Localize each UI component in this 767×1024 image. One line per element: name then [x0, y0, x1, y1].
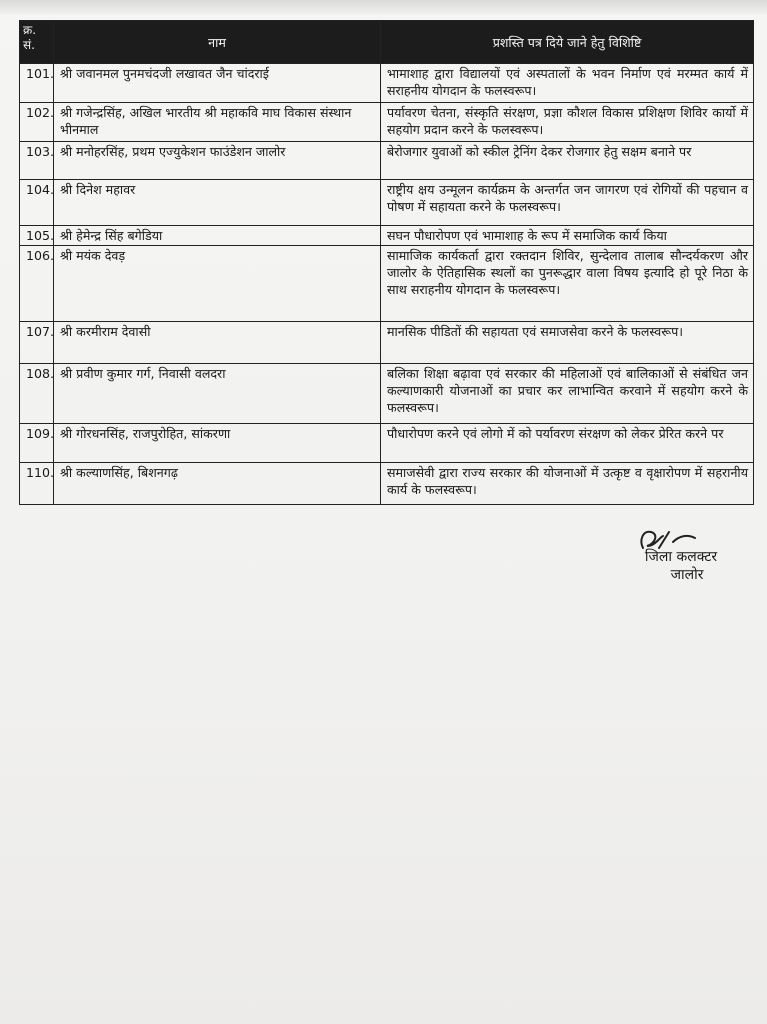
signature-block	[604, 526, 744, 584]
row-reason: बेरोजगार युवाओं को स्कील ट्रेनिंग देकर रोजगार हेतु सक्षम बनाने पर	[381, 142, 754, 180]
table-row	[20, 463, 754, 505]
signatory-place: जालोर	[670, 567, 704, 583]
column-header-name: नाम	[54, 21, 381, 64]
table-row	[20, 322, 754, 364]
row-name: श्री गोरधनसिंह, राजपुरोहित, सांकरणा	[54, 424, 381, 463]
row-name: श्री हेमेन्द्र सिंह बगेडिया	[54, 226, 381, 246]
awards-table	[19, 20, 754, 505]
table-row	[20, 226, 754, 246]
row-serial: 102.	[20, 103, 54, 142]
row-reason: समाजसेवी द्वारा राज्य सरकार की योजनाओं में उत्कृष्ट व वृक्षारोपण में सहरानीय कार्य के फलस्वरूप।	[381, 463, 754, 505]
table-row	[20, 246, 754, 322]
row-name: श्री गजेन्द्रसिंह, अखिल भारतीय श्री महाकवि माघ विकास संस्थान भीनमाल	[54, 103, 381, 142]
page-edge-shadow	[0, 0, 767, 14]
table-row	[20, 180, 754, 226]
table-header-row	[20, 21, 754, 64]
row-name: श्री जवानमल पुनमचंदजी लखावत जैन चांदराई	[54, 64, 381, 103]
column-header-reason: प्रशस्ति पत्र दिये जाने हेतु विशिष्टि	[381, 21, 754, 64]
table-row	[20, 142, 754, 180]
row-name: श्री मनोहरसिंह, प्रथम एज्युकेशन फाउंडेशन जालोर	[54, 142, 381, 180]
row-serial: 110.	[20, 463, 54, 505]
row-serial: 101.	[20, 64, 54, 103]
row-reason: भामाशाह द्वारा विद्यालयों एवं अस्पतालों के भवन निर्माण एवं मरम्मत कार्य में सराहनीय योगदान के फलस्वरूप।	[381, 64, 754, 103]
row-reason: बलिका शिक्षा बढ़ावा एवं सरकार की महिलाओं एवं बालिकाओं से संबंधित जन कल्याणकारी योजनाओं का प्रचार कर लाभान्वित करवाने में सहयोग करने के फलस्वरूप।	[381, 364, 754, 424]
row-reason: राष्ट्रीय क्षय उन्मूलन कार्यक्रम के अन्तर्गत जन जागरण एवं रोगियों की पहचान व पोषण में सहायता करने के फलस्वरूप।	[381, 180, 754, 226]
row-serial: 104.	[20, 180, 54, 226]
row-name: श्री मयंक देवड़	[54, 246, 381, 322]
row-reason: मानसिक पीडितों की सहायता एवं समाजसेवा करने के फलस्वरूप।	[381, 322, 754, 364]
table-row	[20, 364, 754, 424]
row-name: श्री करमीराम देवासी	[54, 322, 381, 364]
row-reason: पर्यावरण चेतना, संस्कृति संरक्षण, प्रज्ञा कौशल विकास प्रशिक्षण शिविर कार्यो में सहयोग प्रदान करने के फलस्वरूप।	[381, 103, 754, 142]
column-header-serial: क्र. सं.	[20, 21, 54, 64]
signatory-title: जिला कलक्टर	[644, 549, 718, 565]
row-name: श्री दिनेश महावर	[54, 180, 381, 226]
row-serial: 109.	[20, 424, 54, 463]
row-name: श्री कल्याणसिंह, बिशनगढ़	[54, 463, 381, 505]
row-serial: 106.	[20, 246, 54, 322]
row-serial: 108.	[20, 364, 54, 424]
row-serial: 105.	[20, 226, 54, 246]
row-serial: 103.	[20, 142, 54, 180]
row-name: श्री प्रवीण कुमार गर्ग, निवासी वलदरा	[54, 364, 381, 424]
table-row	[20, 103, 754, 142]
table-row	[20, 424, 754, 463]
row-reason: सघन पौधारोपण एवं भामाशाह के रूप में समाजिक कार्य किया	[381, 226, 754, 246]
table-row	[20, 64, 754, 103]
row-reason: सामाजिक कार्यकर्ता द्वारा रक्तदान शिविर, सुन्देलाव तालाब सौन्दर्यकरण और जालोर के ऐतिहासिक स्थलों का पुनरूद्धार वाला विषय इत्यादि हो पूरे निठा के साथ सराहनीय योगदान के फलस्वरूप।	[381, 246, 754, 322]
row-reason: पौधारोपण करने एवं लोगो में को पर्यावरण संरक्षण को लेकर प्रेरित करने पर	[381, 424, 754, 463]
row-serial: 107.	[20, 322, 54, 364]
